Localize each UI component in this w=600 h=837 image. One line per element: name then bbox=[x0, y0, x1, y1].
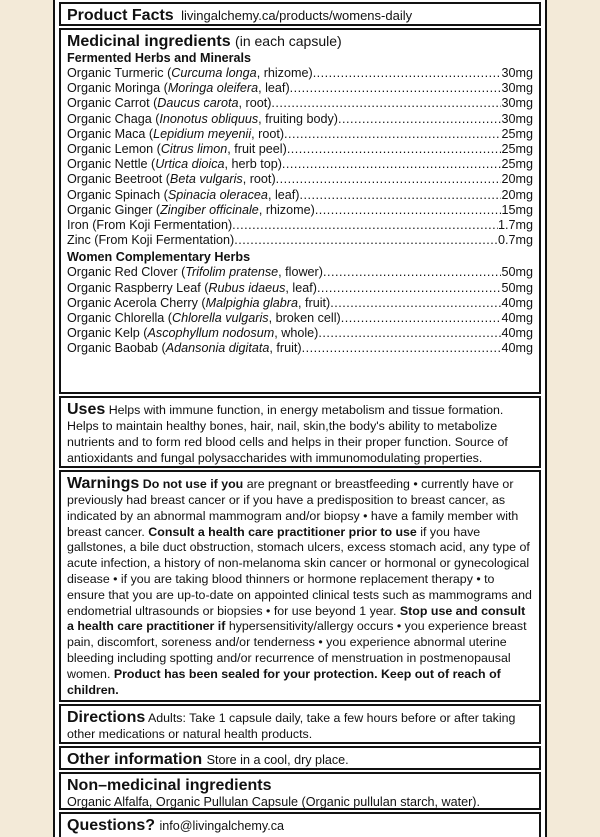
ingredient-name: Organic Red Clover (Trifolim pratense, flower) bbox=[67, 265, 323, 280]
ingredient-amount: 30mg bbox=[501, 111, 533, 126]
ingredient-row bbox=[67, 96, 533, 111]
ingredient-name: Zinc (From Koji Fermentation) bbox=[67, 233, 235, 248]
ingredient-latin: Malpighia glabra bbox=[205, 295, 299, 310]
questions-section bbox=[59, 812, 541, 837]
ingredient-name: Organic Baobab (Adansonia digitata, fruit) bbox=[67, 341, 302, 356]
ingredient-name: Organic Turmeric (Curcuma longa, rhizome) bbox=[67, 66, 313, 80]
ingredient-row bbox=[67, 265, 533, 280]
product-label-panel bbox=[53, 0, 547, 837]
ingredient-amount: 20mg bbox=[501, 172, 533, 187]
questions-email[interactable]: info@livingalchemy.ca bbox=[159, 819, 285, 833]
ingredient-part: root bbox=[258, 126, 280, 141]
medicinal-ingredients-section bbox=[59, 28, 541, 394]
ingredient-part: fruit peel bbox=[234, 142, 283, 157]
ingredient-part: flower bbox=[285, 265, 319, 280]
ingredient-row bbox=[67, 157, 533, 172]
ingredient-part: fruiting body bbox=[265, 111, 334, 126]
dot-leader bbox=[330, 296, 501, 311]
medicinal-heading: Medicinal ingredients bbox=[67, 33, 231, 50]
ingredient-name: Organic Maca (Lepidium meyenii, root) bbox=[67, 126, 285, 141]
ingredient-amount: 15mg bbox=[501, 202, 533, 217]
ingredient-part: root bbox=[249, 172, 272, 187]
ingredient-amount: 40mg bbox=[501, 341, 533, 356]
dot-leader bbox=[290, 81, 502, 96]
ingredient-amount: 0.7mg bbox=[497, 233, 533, 248]
ingredient-amount: 30mg bbox=[501, 66, 533, 80]
ingredient-latin: Adansonia digitata bbox=[165, 341, 270, 356]
dot-leader bbox=[287, 142, 502, 157]
ingredient-amount: 40mg bbox=[501, 311, 533, 326]
ingredient-amount: 25mg bbox=[501, 142, 533, 157]
ingredient-name: Organic Beetroot (Beta vulgaris, root) bbox=[67, 172, 276, 187]
other-info-heading: Other information bbox=[67, 751, 203, 768]
ingredient-part: herb top bbox=[231, 157, 278, 172]
ingredient-latin: Inonotus obliquus bbox=[159, 111, 259, 126]
warning-stop-use-text: hypersensitivity/allergy occurs • you experience breast pain, discomfort, soreness and/or tenderness • you experience abnormal uterine bleeding including spotting and/or recurrence of menstruation in postmenopausal women. bbox=[67, 619, 527, 681]
warning-do-not-use: Do not use if you bbox=[142, 477, 244, 491]
directions-section bbox=[59, 704, 541, 744]
ingredient-row bbox=[67, 218, 533, 233]
ingredient-name: Organic Ginger (Zingiber officinale, rhizome) bbox=[67, 202, 315, 217]
dot-leader bbox=[276, 172, 502, 187]
ingredient-row bbox=[67, 341, 533, 356]
ingredient-amount: 30mg bbox=[501, 81, 533, 96]
product-facts-heading: Product Facts bbox=[67, 7, 174, 24]
ingredient-part: leaf bbox=[274, 187, 296, 202]
ingredient-latin: Lepidium meyenii bbox=[153, 126, 252, 141]
dot-leader bbox=[232, 218, 498, 233]
ingredient-name: Organic Raspberry Leaf (Rubus idaeus, leaf) bbox=[67, 280, 317, 295]
ingredient-latin: Ascophyllum nodosum bbox=[147, 326, 275, 341]
group-title-fermented: Fermented Herbs and Minerals bbox=[67, 51, 252, 65]
non-medicinal-heading: Non–medicinal ingredients bbox=[67, 777, 272, 794]
ingredient-name: Organic Chlorella (Chlorella vulgaris, broken cell) bbox=[67, 311, 341, 326]
ingredient-latin: Chlorella vulgaris bbox=[172, 311, 269, 326]
ingredient-amount: 25mg bbox=[501, 126, 533, 141]
ingredient-name: Organic Kelp (Ascophyllum nodosum, whole) bbox=[67, 326, 319, 341]
ingredient-row bbox=[67, 311, 533, 326]
dot-leader bbox=[318, 326, 501, 341]
dot-leader bbox=[341, 311, 502, 326]
uses-text: Helps with immune function, in energy metabolism and tissue formation. Helps to maintain healthy bones, hair, nail, skin,the body's ability to metabolize nutrients and to form red blood cells and helps in their proper function. Source of antioxidants and fungal polysaccharides with immunomodulating properties. bbox=[67, 403, 508, 465]
ingredient-row bbox=[67, 66, 533, 81]
dot-leader bbox=[317, 281, 502, 296]
warning-consult-text: if you have gallstones, a bile duct obstruction, stomach ulcers, excess stomach acid, any type of acute infection, a history of non-melanoma skin cancer or hormonal or gynecological disease • if you are taking blood thinners or hormone replacement therapy • to ensure that you are up-to-date on appointed clinical tests such as mammograms and endometrial ultrasounds or biopsies • for use beyond 1 year. bbox=[67, 524, 532, 618]
ingredient-part: broken cell bbox=[275, 311, 337, 326]
ingredient-amount: 40mg bbox=[501, 326, 533, 341]
ingredient-list-women bbox=[67, 265, 533, 356]
other-info-section bbox=[59, 746, 541, 770]
ingredient-latin: Urtica dioica bbox=[155, 157, 225, 172]
dot-leader bbox=[338, 112, 502, 127]
dot-leader bbox=[282, 157, 502, 172]
ingredient-part: rhizome bbox=[263, 66, 309, 80]
ingredient-amount: 20mg bbox=[501, 187, 533, 202]
ingredient-latin: Beta vulgaris bbox=[169, 172, 243, 187]
ingredient-latin: Zingiber officinale bbox=[160, 202, 259, 217]
ingredient-latin: Rubus idaeus bbox=[208, 280, 286, 295]
warning-stop-use: Stop use and consult a health care practitioner if bbox=[67, 603, 526, 634]
ingredient-amount: 50mg bbox=[501, 265, 533, 280]
product-url: livingalchemy.ca/products/womens-daily bbox=[181, 8, 413, 23]
group-title-women: Women Complementary Herbs bbox=[67, 250, 251, 265]
ingredient-row bbox=[67, 281, 533, 296]
dot-leader bbox=[299, 188, 501, 203]
ingredient-row bbox=[67, 188, 533, 203]
ingredient-part: leaf bbox=[265, 81, 286, 96]
warnings-heading: Warnings bbox=[67, 475, 140, 492]
ingredient-name: Organic Acerola Cherry (Malpighia glabra, fruit) bbox=[67, 295, 331, 310]
directions-text: Adults: Take 1 capsule daily, take a few hours before or after taking other medications or natural health products. bbox=[67, 711, 516, 741]
warning-consult: Consult a health care practitioner prior to use bbox=[148, 524, 417, 539]
warnings-section bbox=[59, 470, 541, 702]
ingredient-latin: Trifolim pratense bbox=[185, 265, 279, 280]
ingredient-part: root bbox=[245, 96, 268, 111]
ingredient-name: Organic Moringa (Moringa oleifera, leaf) bbox=[67, 81, 290, 96]
ingredient-name: Organic Carrot (Daucus carota, root) bbox=[67, 96, 272, 111]
ingredient-name: Organic Chaga (Inonotus obliquus, fruiting body) bbox=[67, 111, 338, 126]
questions-heading: Questions? bbox=[67, 817, 156, 834]
warning-do-not-use-text: are pregnant or breastfeeding • currently have or previously had breast cancer or if you have a predisposition to breast cancer, as indicated by an abnormal mammogram and/or biopsy • have a family member with breast cancer. bbox=[67, 477, 519, 539]
ingredient-row bbox=[67, 203, 533, 218]
medicinal-note: (in each capsule) bbox=[235, 33, 342, 49]
ingredient-latin: Spinacia oleracea bbox=[167, 187, 268, 202]
dot-leader bbox=[284, 127, 501, 142]
ingredient-name: Iron (From Koji Fermentation) bbox=[67, 218, 233, 233]
ingredient-part: fruit bbox=[305, 295, 327, 310]
ingredient-name: Organic Spinach (Spinacia oleracea, leaf) bbox=[67, 187, 300, 202]
ingredient-name: Organic Nettle (Urtica dioica, herb top) bbox=[67, 157, 282, 172]
warning-sealed: Product has been sealed for your protection. Keep out of reach of children. bbox=[67, 666, 501, 697]
ingredient-row bbox=[67, 172, 533, 187]
ingredient-row bbox=[67, 233, 533, 248]
ingredient-part: whole bbox=[281, 326, 315, 341]
ingredient-amount: 40mg bbox=[501, 295, 533, 310]
ingredient-amount: 1.7mg bbox=[497, 218, 533, 233]
dot-leader bbox=[234, 233, 498, 248]
other-info-text: Store in a cool, dry place. bbox=[206, 753, 349, 767]
ingredient-latin: Daucus carota bbox=[157, 96, 239, 111]
dot-leader bbox=[313, 66, 502, 81]
uses-heading: Uses bbox=[67, 401, 106, 418]
non-medicinal-text: Organic Alfalfa, Organic Pullulan Capsule (Organic pullulan starch, water). bbox=[67, 795, 480, 809]
ingredient-part: fruit bbox=[276, 341, 298, 356]
ingredient-row bbox=[67, 81, 533, 96]
dot-leader bbox=[302, 341, 502, 356]
ingredient-latin: Curcuma longa bbox=[171, 66, 257, 80]
ingredient-amount: 50mg bbox=[501, 280, 533, 295]
ingredient-row bbox=[67, 326, 533, 341]
dot-leader bbox=[271, 96, 501, 111]
ingredient-amount: 30mg bbox=[501, 96, 533, 111]
ingredient-latin: Citrus limon bbox=[160, 142, 228, 157]
uses-section bbox=[59, 396, 541, 468]
dot-leader bbox=[315, 203, 502, 218]
ingredient-list-fermented bbox=[67, 66, 533, 248]
dot-leader bbox=[323, 265, 502, 280]
ingredient-row bbox=[67, 142, 533, 157]
ingredient-part: leaf bbox=[292, 280, 313, 295]
directions-heading: Directions bbox=[67, 709, 146, 726]
ingredient-part: rhizome bbox=[265, 202, 311, 217]
ingredient-latin: Moringa oleifera bbox=[167, 81, 259, 96]
ingredient-row bbox=[67, 127, 533, 142]
ingredient-row bbox=[67, 296, 533, 311]
product-facts-section bbox=[59, 2, 541, 26]
ingredient-name: Organic Lemon (Citrus limon, fruit peel) bbox=[67, 142, 287, 157]
ingredient-row bbox=[67, 112, 533, 127]
non-medicinal-section bbox=[59, 772, 541, 810]
ingredient-amount: 25mg bbox=[501, 157, 533, 172]
